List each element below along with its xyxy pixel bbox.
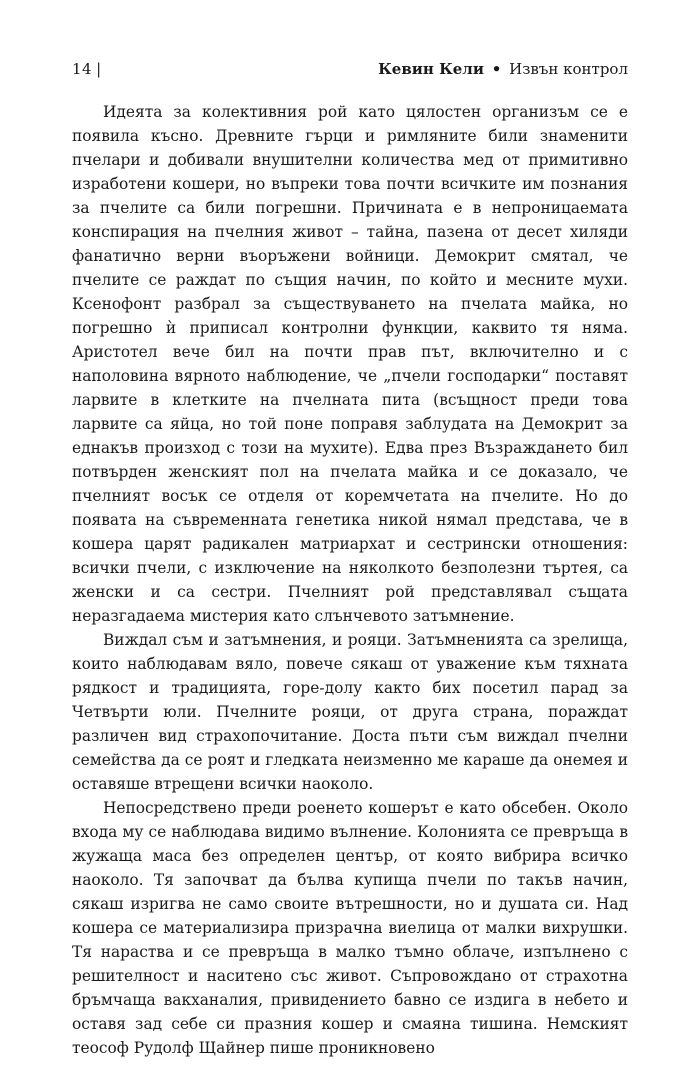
page-number-separator: | (96, 60, 102, 78)
running-header (72, 58, 628, 80)
author-name: Кевин Кели (378, 60, 484, 78)
header-bullet: • (491, 60, 502, 78)
page-body (72, 100, 628, 1060)
page-number: 14 (72, 60, 93, 78)
running-head-title (378, 58, 628, 80)
paragraph-3: Непосредствено преди роенето кошерът е като обсебен. Около входа му се наблюдава видимо вълнение. Колонията се превръща в жужаща маса без определен център, от която вибрира всичко наоколо. Тя започват да бълва купища пчели по такъв начин, сякаш изригва не само своите вътрешности, но и душата си. Над кошера се материализира призрачна виелица от малки вихрушки. Тя нараства и се превръща в малко тъмно облаче, изпълнено с решителност и наситено със живот. Съпровождано от страхотна бръмчаща вакханалия, привидението бавно се издига в небето и оставя зад себе си празния кошер и смаяна тишина. Немският теософ Рудолф Щайнер пише проникновено (72, 799, 628, 1057)
paragraph-2: Виждал съм и затъмнения, и рояци. Затъмненията са зрелища, които наблюдавам вяло, повече сякаш от уважение към тяхната рядкост и традицията, горе-долу както бих посетил парад за Четвърти юли. Пчелните рояци, от друга страна, пораждат различен вид страхопочитание. Доста пъти съм виждал пчелни семейства да се роят и гледката неизменно ме караше да онемея и оставяше втрещени всички наоколо. (72, 631, 628, 793)
page-number-block (72, 58, 102, 80)
paragraph-1: Идеята за колективния рой като цялостен организъм се е появила късно. Древните гърци и римляните били знаменити пчелари и добивали внушителни количества мед от примитивно изработени кошери, но въпреки това почти всичките им познания за пчелите са били погрешни. Причината е в непроницаемата конспирация на пчелния живот – тайна, пазена от десет хиляди фанатично верни въоръжени войници. Демокрит смятал, че пчелите се раждат по същия начин, по който и месните мухи. Ксенофонт разбрал за съществуването на пчелата майка, но погрешно ѝ приписал контролни функции, каквито тя няма. Аристотел вече бил на почти прав път, включително и с наполовина вярното наблюдение, че „пчели господарки“ поставят ларвите в клетките на пчелната пита (всъщност преди това ларвите са яйца, но той поне поправя заблудата на Демокрит за еднакъв произход с този на мухите). Едва през Възраждането бил потвърден женският пол на пчелата майка и се доказало, че пчелният восък се отделя от коремчетата на пчелите. Но до появата на съвременната генетика никой нямал представа, че в кошера царят радикален матриархат и сестрински отношения: всички пчели, с изключение на няколкото безполезни търтея, са женски и са сестри. Пчелният рой представлявал същата неразгадаема мистерия като слънчевото затъмнение. (72, 103, 628, 625)
book-title: Извън контрол (509, 60, 628, 78)
